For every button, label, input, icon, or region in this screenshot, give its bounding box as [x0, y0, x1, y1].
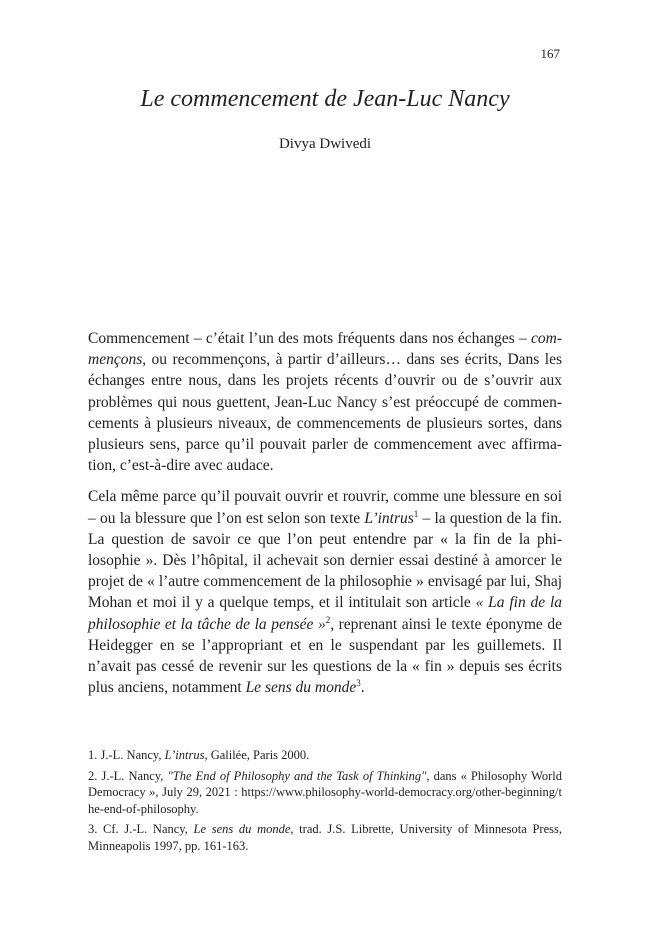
footnote-ref-3[interactable]: 3 [356, 678, 361, 689]
paragraph-2-text-b: – la question de la fin. La question de savoir ce que l’on peut entendre par « la fin de la philosophie ». Dès l’hôpital, il achevait son dernier essai destiné à amorcer le projet de « l’autre commencement de la philosophie » envisagé par lui, Shaj Mohan et moi il y a quelque temps, et il intitulait son article [88, 509, 563, 612]
paragraph-2-text-d: . [360, 679, 365, 697]
footnote-2-prefix: 2. J.-L. Nancy, [88, 768, 168, 783]
footnote-2-suffix: , dans « Philosophy World Democracy », July 29, 2021 : [88, 768, 562, 800]
footnote-2-url-link[interactable]: https://www.philosophy-world-democracy.org/other-beginning/the-end-of-philosophy. [88, 785, 562, 816]
footnote-3 [88, 821, 562, 854]
footnote-2-title: "The End of Philosophy and the Task of Thinking" [167, 768, 427, 783]
footnote-1-suffix: , Galilée, Paris 2000. [204, 748, 310, 762]
footnote-ref-1[interactable]: 1 [413, 508, 419, 519]
paragraph-2-italic-sens-du-monde: Le sens du monde [245, 679, 357, 697]
page-title: Le commencement de Jean-Luc Nancy [140, 86, 510, 112]
footnote-ref-2[interactable]: 2 [325, 614, 331, 625]
paragraph-1-italic-commencons: commençons [88, 330, 562, 369]
paragraph-2-text-c: , reprenant ainsi le texte éponyme de Heidegger en se l’appropriant et en le suspendant par les guillemets. Il n’avait pas cessé de revenir sur les questions de la « fin » depuis ses écrits plus anciens, notamment [88, 615, 563, 697]
paragraph-2-italic-article-title: « La fin de la philosophie et la tâche de la pensée » [88, 594, 563, 633]
author-name: Divya Dwivedi [278, 136, 372, 152]
footnote-1-prefix: 1. J.-L. Nancy, [88, 748, 165, 762]
footnote-2 [88, 768, 562, 818]
paragraph-1 [88, 328, 562, 476]
footnote-1 [88, 747, 562, 764]
footnote-3-prefix: 3. Cf. J.-L. Nancy, [88, 822, 194, 837]
footnote-3-suffix: , trad. J.S. Librette, University of Minnesota Press, Minneapolis 1997, pp. 161-163. [88, 822, 562, 853]
footnote-1-title: L’intrus [164, 748, 205, 762]
paragraph-2 [88, 486, 562, 698]
body-text [88, 328, 562, 708]
footnotes [88, 747, 562, 859]
paragraph-2-text-a: Cela même parce qu’il pouvait ouvrir et rouvrir, comme une blessure en soi – ou la blessure que l’on est selon son texte [88, 488, 562, 527]
paragraph-1-text-b: , ou recommençons, à partir d’ailleurs… dans ses écrits, Dans les échanges entre nous, dans les projets récents d’ouvrir ou de s’ouvrir aux problèmes qui nous guettent, Jean-Luc Nancy s’est préoccupé de commencements à plusieurs niveaux, de commencements de plusieurs sortes, dans plusieurs sens, parce qu’il pouvait parler de commencement avec affirmation, c’est-à-dire avec audace. [88, 351, 562, 475]
page-number: 167 [540, 46, 560, 61]
paragraph-2-italic-lintrus: L’intrus [364, 509, 414, 527]
paragraph-1-text-a: Commencement – c’était l’un des mots fréquents dans nos échanges – [88, 330, 531, 347]
footnote-3-title: Le sens du monde [193, 822, 291, 837]
